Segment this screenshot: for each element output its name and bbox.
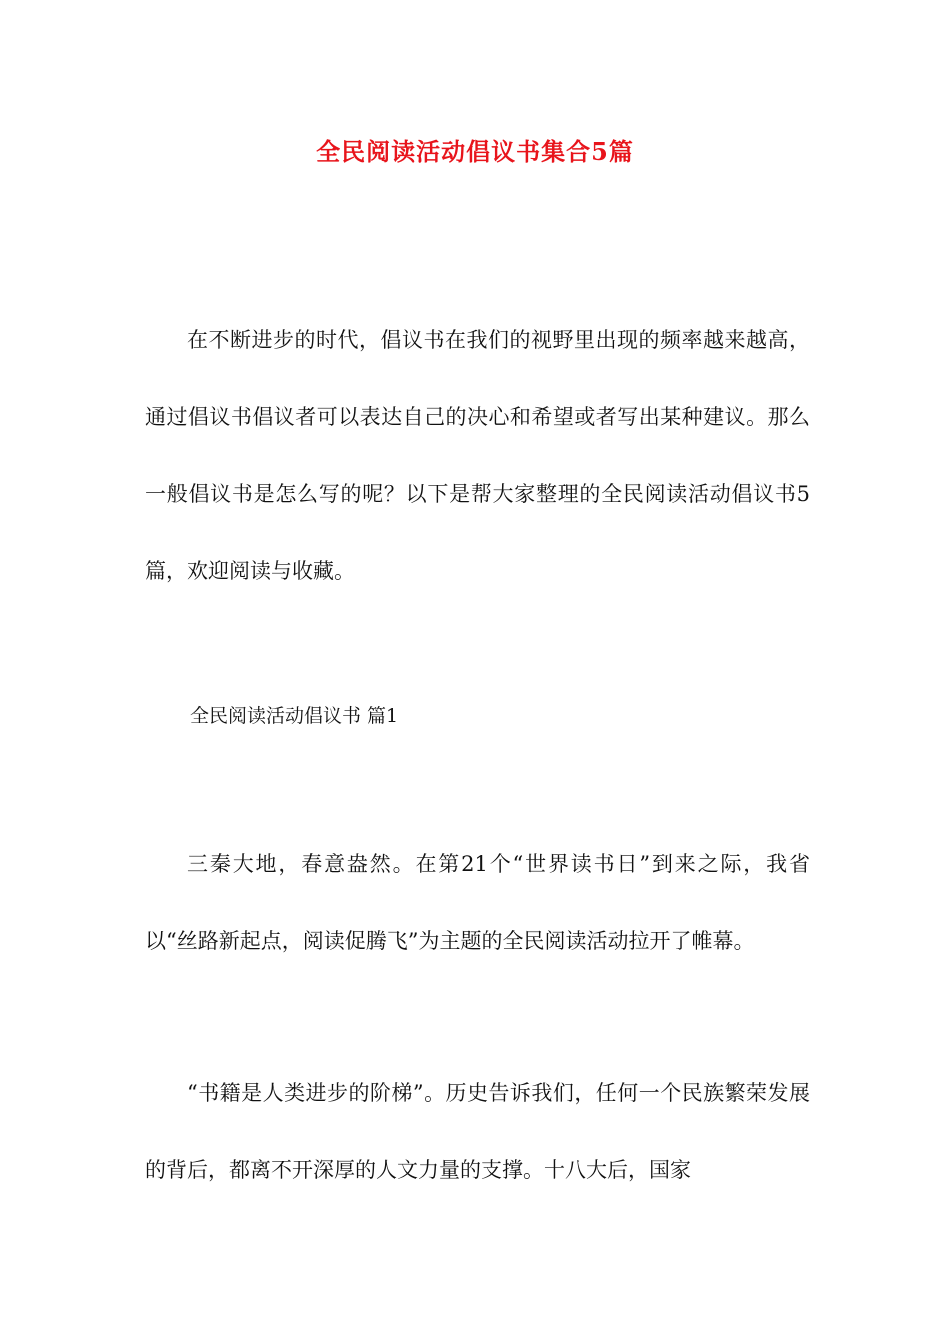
document-title: 全民阅读活动倡议书集合5篇 (316, 137, 634, 166)
body-paragraph-2: “书籍是人类进步的阶梯”。历史告诉我们，任何一个民族繁荣发展的背后，都离不开深厚的人文力量的支撑。十八大后，国家 (145, 1081, 810, 1182)
intro-paragraph: 在不断进步的时代，倡议书在我们的视野里出现的频率越来越高，通过倡议书倡议者可以表达自己的决心和希望或者写出某种建议。那么一般倡议书是怎么写的呢？以下是帮大家整理的全民阅读活动倡议书5篇，欢迎阅读与收藏。 (145, 328, 810, 583)
body-paragraph-1: 三秦大地，春意盎然。在第21个“世界读书日”到来之际，我省以“丝路新起点，阅读促腾飞”为主题的全民阅读活动拉开了帷幕。 (145, 852, 810, 953)
section-heading: 全民阅读活动倡议书 篇1 (190, 705, 399, 727)
